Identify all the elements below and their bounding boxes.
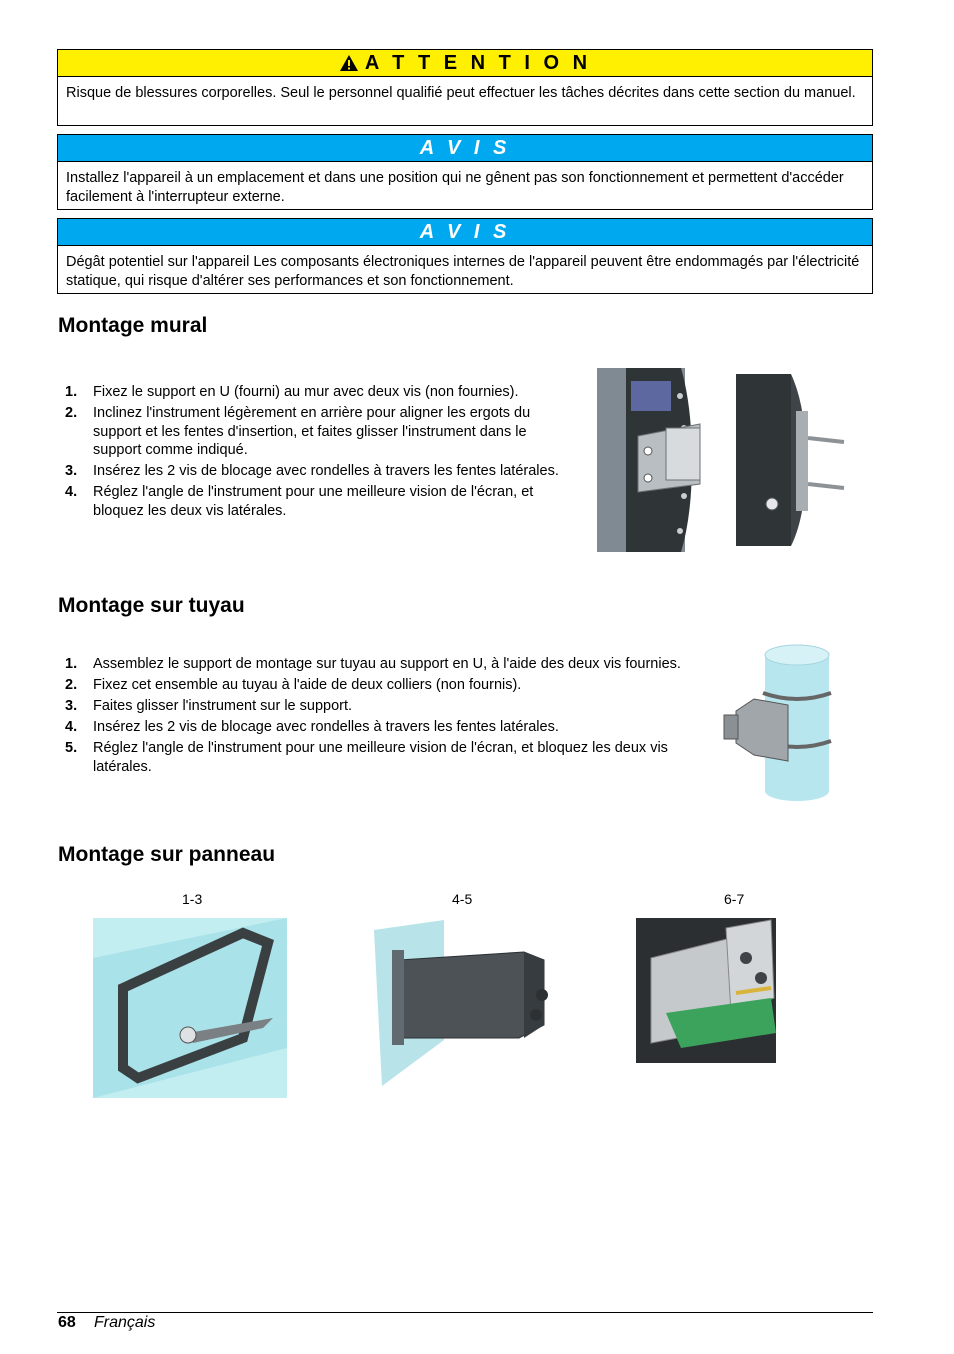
warning-header — [58, 50, 872, 77]
panel-caption-3: 6-7 — [724, 891, 745, 907]
list-item: 4. Insérez les 2 vis de blocage avec rondelles à travers les fentes latérales. — [65, 719, 559, 735]
panel-mount-heading: Montage sur panneau — [58, 843, 276, 866]
list-item: 3. Faites glisser l'instrument sur le support. — [65, 698, 353, 714]
wall-mount-steps — [58, 383, 563, 523]
pipe-mount-illustration — [718, 643, 852, 805]
notice-title-1: A V I S — [419, 136, 511, 159]
panel-caption-2: 4-5 — [452, 891, 473, 907]
notice-box-2 — [57, 218, 873, 294]
warning-text: Risque de blessures corporelles. Seul le personnel qualifié peut effectuer les tâches décrites dans cette section du manuel. — [66, 85, 856, 101]
footer-divider — [57, 1312, 873, 1313]
notice-header-1 — [58, 135, 872, 162]
wall-mount-illustration — [596, 366, 848, 554]
panel-caption-1: 1-3 — [182, 891, 203, 907]
panel-mount-illustration-2 — [374, 920, 554, 1086]
pipe-mount-steps — [58, 655, 703, 779]
pipe-mount-heading: Montage sur tuyau — [58, 594, 245, 617]
warning-triangle-icon — [339, 54, 359, 72]
notice-title-2: A V I S — [419, 220, 511, 243]
list-item: 1. Fixez le support en U (fourni) au mur avec deux vis (non fournies). — [65, 384, 519, 400]
notice-text-1: Installez l'appareil à un emplacement et dans une position qui ne gênent pas son fonctionnement et permettent d'accéder facilement à l'interrupteur externe. — [66, 170, 844, 205]
footer-language: Français — [94, 1314, 156, 1331]
list-item: 1. Assemblez le support de montage sur tuyau au support en U, à l'aide des deux vis fournies. — [65, 656, 681, 672]
panel-mount-illustration-3 — [636, 918, 776, 1063]
list-item: 2. Inclinez l'instrument légèrement en arrière pour aligner les ergots du support et les fentes d'insertion, et faites glisser l'instrument dans le support comme indiqué. — [65, 405, 531, 458]
notice-text-2: Dégât potentiel sur l'appareil Les composants électroniques internes de l'appareil peuvent être endommagés par l'électricité statique, qui risque d'altérer ses performances et son fonctionnement. — [66, 254, 860, 289]
panel-mount-illustration-1 — [93, 918, 287, 1098]
notice-box-1 — [57, 134, 873, 210]
list-item: 4. Réglez l'angle de l'instrument pour une meilleure vision de l'écran, et bloquez les deux vis latérales. — [65, 484, 534, 519]
page-number: 68 — [58, 1314, 76, 1331]
list-item: 2. Fixez cet ensemble au tuyau à l'aide de deux colliers (non fournis). — [65, 677, 522, 693]
list-item: 5. Réglez l'angle de l'instrument pour une meilleure vision de l'écran, et bloquez les deux vis latérales. — [65, 740, 668, 775]
warning-title: A T T E N T I O N — [364, 51, 592, 74]
warning-box — [57, 49, 873, 126]
notice-header-2 — [58, 219, 872, 246]
list-item: 3. Insérez les 2 vis de blocage avec rondelles à travers les fentes latérales. — [65, 463, 559, 479]
wall-mount-heading: Montage mural — [58, 314, 208, 337]
